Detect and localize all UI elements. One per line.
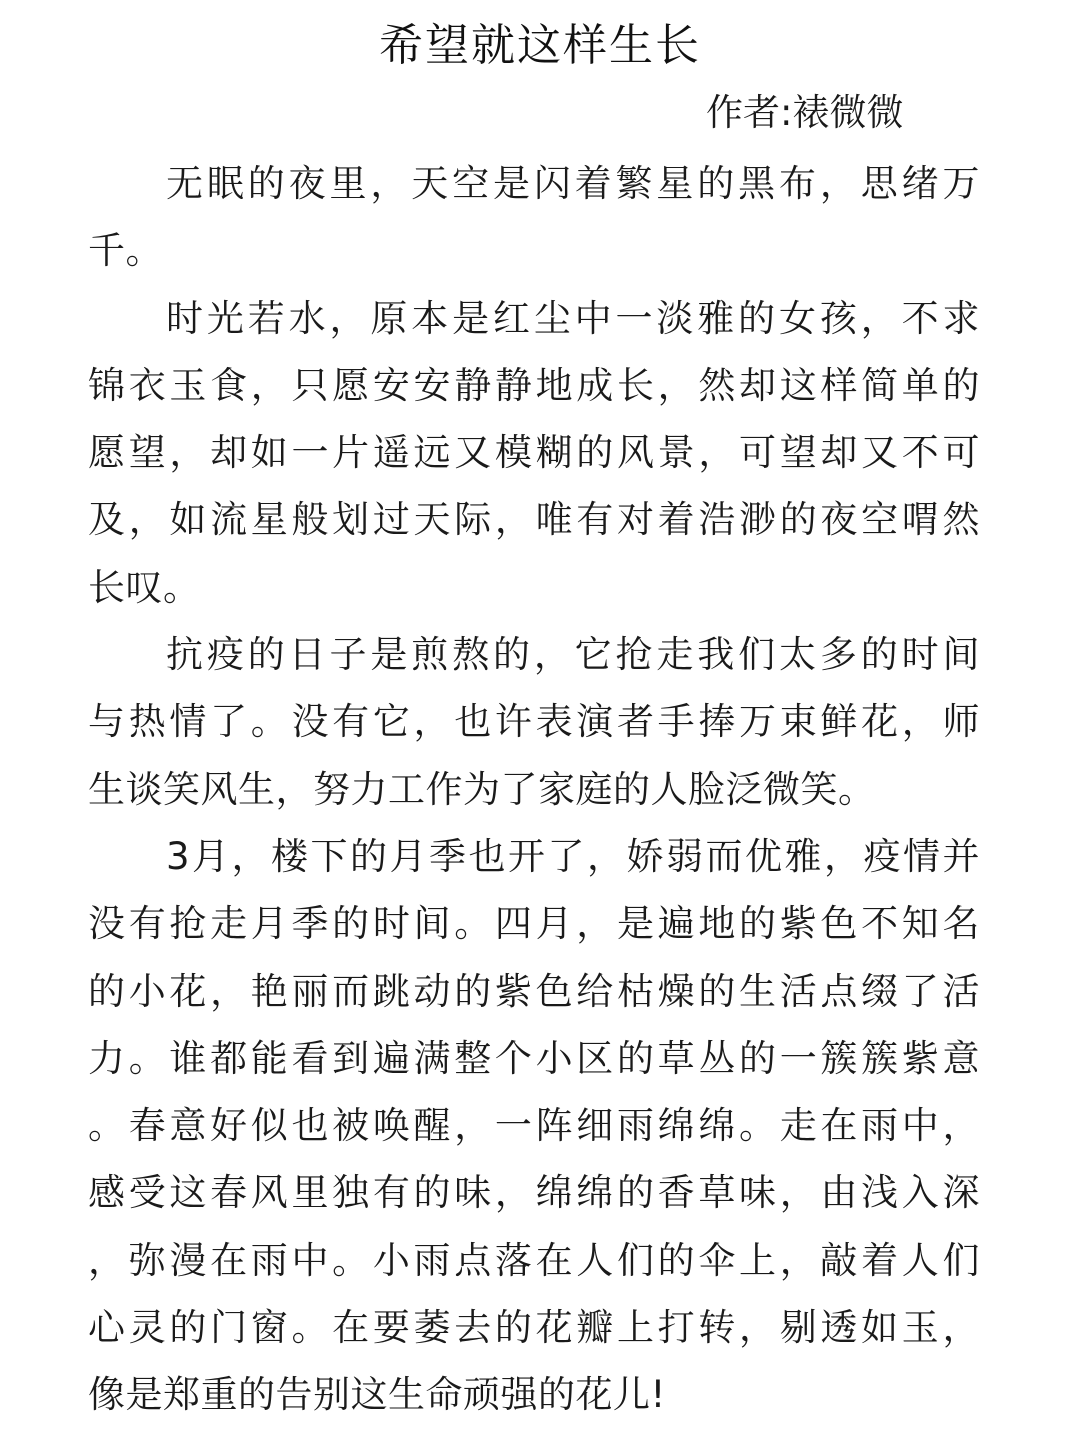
paragraph-3-line-2: 与热情了。没有它，也许表演者手捧万束鲜花，师 (88, 700, 980, 744)
paragraph-4-line-9: 像是郑重的告别这生命顽强的花儿! (88, 1373, 666, 1417)
paragraph-1-line-2: 千。 (88, 229, 163, 273)
paragraph-2-line-2: 锦衣玉食，只愿安安静静地成长，然却这样简单的 (88, 363, 980, 407)
paragraph-2-line-5: 长叹。 (88, 565, 201, 609)
paragraph-1-line-1: 无眠的夜里，天空是闪着繁星的黑布，思绪万 (166, 162, 980, 205)
paragraph-2-line-3: 愿望，却如一片遥远又模糊的风景，可望却又不可 (88, 431, 980, 475)
paragraph-4-line-6: 感受这春风里独有的味，绵绵的香草味，由浅入深 (88, 1171, 980, 1215)
paragraph-4-line-2: 没有抢走月季的时间。四月，是遍地的紫色不知名 (88, 902, 980, 946)
paragraph-3-line-1: 抗疫的日子是煎熬的，它抢走我们太多的时间 (166, 633, 980, 677)
paragraph-4-line-7: ，弥漫在雨中。小雨点落在人们的伞上，敲着人们 (88, 1238, 980, 1282)
article-title: 希望就这样生长 (379, 20, 701, 71)
paragraph-4-line-3: 的小花，艳丽而跳动的紫色给枯燥的生活点缀了活 (88, 969, 980, 1013)
paragraph-4-line-4: 力。谁都能看到遍满整个小区的草丛的一簇簇紫意 (88, 1036, 980, 1080)
paragraph-2-line-4: 及，如流星般划过天际，唯有对着浩渺的夜空喟然 (88, 498, 980, 542)
paragraph-2-line-1: 时光若水，原本是红尘中一淡雅的女孩，不求 (166, 296, 980, 340)
author-byline: 作者:裱微微 (706, 91, 904, 134)
paragraph-3-line-3: 生谈笑风生，努力工作为了家庭的人脸泛微笑。 (88, 767, 876, 811)
paragraph-4-line-5: 。春意好似也被唤醒，一阵细雨绵绵。走在雨中， (88, 1104, 980, 1148)
article-body (88, 150, 980, 1429)
paragraph-4-line-1: 3月，楼下的月季也开了，娇弱而优雅，疫情并 (166, 834, 980, 878)
paragraph-4-line-8: 心灵的门窗。在要萎去的花瓣上打转，剔透如玉， (88, 1306, 980, 1350)
